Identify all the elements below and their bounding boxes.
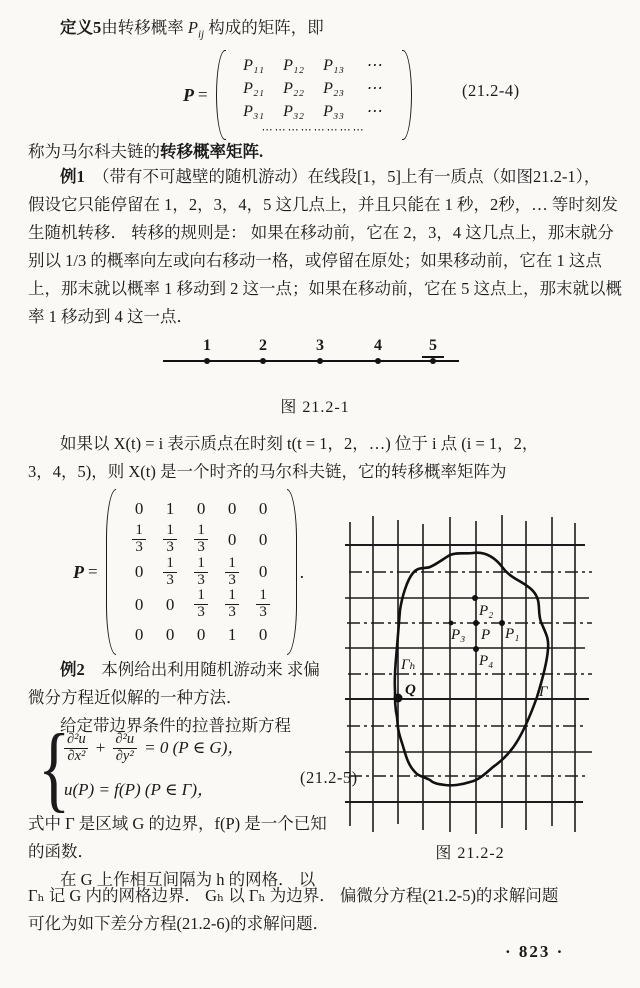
matrix-cell: [186, 556, 217, 589]
equation-number-21-2-4: (21.2-4): [462, 81, 520, 100]
label-gamma: Γ: [539, 684, 548, 700]
left-paren: [106, 489, 116, 655]
matrix-cell: 0: [258, 562, 268, 581]
matrix-row: [124, 588, 279, 621]
transition-matrix-general: [183, 48, 412, 142]
frac-num: 1: [166, 554, 174, 571]
grid-construction-line: 在 G 上作相互间隔为 h 的网格． 以: [60, 870, 316, 889]
frac-num: 1: [135, 522, 143, 539]
matrix-cell: 0: [196, 624, 206, 644]
matrix-cell: P₂₂: [283, 79, 305, 97]
label-q: Q: [405, 682, 416, 698]
definition-text-before: 由转移概率: [101, 18, 188, 37]
example2-intro: 给定带边界条件的拉普拉斯方程: [60, 716, 291, 735]
matrix2-lhs: P: [73, 562, 84, 582]
matrix-cell: ⋯⋯⋯⋯⋯⋯⋯⋯: [261, 123, 366, 136]
pde-rhs: = 0 (P ∈ G)，: [144, 738, 245, 757]
pij-sub: ij: [197, 28, 205, 41]
called-line: [28, 138, 263, 166]
matrix-cell: [248, 588, 279, 621]
figure1-label-2: 2: [259, 337, 267, 354]
frac-num: 1: [228, 587, 236, 604]
frac-num: 1: [197, 587, 205, 604]
matrix-cell: 0: [134, 562, 144, 581]
matrix-cell: 0: [165, 594, 175, 614]
matrix-cell: 0: [165, 624, 175, 644]
region-boundary-curve: [395, 553, 548, 786]
frac-num: 1: [228, 554, 236, 571]
fraction: [163, 523, 177, 556]
matrix-cell: 1: [165, 499, 175, 519]
matrix-cell: [186, 523, 217, 556]
fraction: [194, 556, 208, 589]
matrix-cell: P₃₁: [243, 102, 265, 120]
bottom-paragraph: [28, 882, 628, 938]
matrix-cell: 0: [258, 529, 268, 549]
equation-number-21-2-5: (21.2-5): [300, 768, 358, 787]
matrix-cell: 0: [196, 499, 206, 519]
example1-line2: 假设它只能停留在 1，2，3，4，5 这几点上，并且只能在 1 秒，2秒，… 等时刻发: [28, 195, 618, 214]
frac-num: 1: [259, 587, 267, 604]
xt-line1: 如果以 X(t) = i 表示质点在时刻 t(t = 1，2，…) 位于 i 点 (i = 1，2，: [60, 434, 539, 453]
frac-num: ∂²u: [67, 731, 86, 748]
matrix-cell: 0: [227, 499, 237, 519]
fraction: [256, 588, 270, 621]
called-bold: 转移概率矩阵.: [160, 142, 264, 161]
example1-line6: 率 1 移动到 4 这一点．: [28, 307, 193, 326]
called-normal: 称为马尔科夫链的: [28, 142, 160, 161]
bottom-line1: Γₕ 记 G 内的网格边界． Gₕ 以 Γₕ 为边界． 偏微分方程(21.2-5)的求解问题: [28, 886, 559, 905]
matrix-cell: 0: [258, 624, 268, 644]
label-p: P: [481, 627, 491, 643]
frac-num: 1: [166, 522, 174, 539]
frac-den: 3: [194, 539, 208, 556]
frac-den: 3: [256, 604, 270, 621]
frac-num: 1: [197, 554, 205, 571]
after-eq-line2: 的函数．: [28, 842, 94, 861]
left-paren: [216, 50, 226, 140]
system-brace: {: [38, 714, 71, 821]
matrix-cell: P₃₂: [283, 102, 305, 120]
plus-sign: +: [95, 738, 106, 757]
point-dot-4: [375, 358, 381, 364]
boundary-condition-line: u(P) = f(P) (P ∈ Γ)，: [64, 779, 215, 799]
figure1-caption: 图 21.2-1: [280, 399, 350, 416]
label-p3: P₃: [451, 627, 466, 643]
matrix-cell: P₃₃: [323, 102, 345, 120]
right-paren: [287, 489, 297, 655]
example1-line3: 生随机转移． 转移的规则是： 如果在移动前，它在 2，3，4 这几点上，那末就分: [28, 223, 614, 242]
matrix-cell: [155, 556, 186, 589]
xt-line2: 3，4，5)，则 X(t) 是一个时齐的马尔科夫链，它的转移概率矩阵为: [28, 462, 507, 481]
example2-line2: 微分方程近似解的一种方法．: [28, 688, 243, 707]
frac-num: 1: [197, 522, 205, 539]
figure2-caption: 图 21.2-2: [435, 845, 505, 862]
definition-5-line: [60, 14, 324, 48]
pde-line: [64, 732, 244, 763]
label-p2: P₂: [479, 603, 494, 619]
frac-den: 3: [132, 539, 146, 556]
matrix-cell: P₁₃: [323, 56, 345, 74]
matrix-cell: [217, 556, 248, 589]
fraction: [194, 588, 208, 621]
matrix-cell: 0: [258, 499, 268, 519]
matrix-row: [124, 495, 279, 523]
fraction: [132, 523, 146, 556]
matrix-cell: ⋯: [365, 79, 382, 97]
matrix2-grid: [116, 492, 287, 652]
matrix-cell: 0: [227, 529, 237, 549]
fraction-dy: [112, 732, 137, 763]
figure1-label-4: 4: [374, 337, 382, 354]
page-number: · 823 ·: [505, 942, 565, 961]
matrix2-equals: =: [88, 562, 98, 581]
right-paren: [402, 50, 412, 140]
bottom-line2: 可化为如下差分方程(21.2-6)的求解问题．: [28, 914, 330, 933]
label-p1: P₁: [505, 626, 520, 642]
example1-paragraph: [28, 163, 628, 331]
definition-text-after: 构成的矩阵，即: [204, 18, 324, 37]
fraction: [163, 556, 177, 589]
example1-line1: （带有不可越壁的随机游动）在线段[1，5]上有一质点（如图21.2-1），: [101, 167, 601, 186]
matrix1-grid: [226, 51, 402, 140]
point-dot-3: [317, 358, 323, 364]
example1-line5: 上，那末就以概率 1 移动到 2 这一点；如果在移动前，它在 5 这点上，那末就以概: [28, 279, 622, 298]
point-dot-5: [430, 358, 436, 364]
matrix-cell: P₁₂: [283, 56, 305, 74]
point-dot-1: [204, 358, 210, 364]
matrix-cell: ⋯: [365, 56, 382, 74]
example2-line1: 本例给出利用随机游动来 求偏: [101, 660, 320, 679]
matrix-cell: P₁₁: [243, 56, 265, 74]
frac-den: 3: [225, 572, 239, 589]
matrix-row: [124, 523, 279, 556]
matrix-cell: P₂₁: [243, 79, 265, 97]
figure1-label-3: 3: [316, 337, 324, 354]
frac-den: 3: [194, 604, 208, 621]
matrix-row: [234, 100, 394, 123]
frac-num: ∂²u: [115, 731, 135, 748]
matrix-cell: 1: [227, 624, 237, 644]
definition-label: 定义5: [60, 18, 102, 37]
matrix-row: [234, 123, 394, 137]
matrix-cell: 0: [134, 624, 144, 644]
label-gamma-h: Γₕ: [401, 657, 417, 673]
matrix-row: [124, 556, 279, 589]
matrix-cell: [155, 523, 186, 556]
matrix-cell: ⋯: [365, 102, 382, 120]
figure-21-2-1: [130, 336, 520, 378]
matrix-cell: [124, 523, 155, 556]
matrix-row: [124, 621, 279, 649]
matrix1-lhs: P: [183, 85, 194, 105]
after-eq-line1: 式中 Γ 是区域 G 的边界，f(P) 是一个已知: [28, 814, 327, 833]
example2-label: 例2: [60, 660, 85, 679]
grid-lines: [345, 515, 592, 834]
label-p4: P₄: [479, 653, 494, 669]
pij-var: P: [187, 18, 198, 37]
fraction: [225, 588, 239, 621]
matrix-row: [234, 77, 394, 100]
point-dot-2: [260, 358, 266, 364]
figure1-label-5: 5: [422, 336, 444, 358]
matrix-cell: P₂₃: [323, 79, 345, 97]
fraction: [225, 556, 239, 589]
fraction: [194, 523, 208, 556]
matrix-cell: 0: [134, 594, 144, 614]
matrix-cell: [217, 588, 248, 621]
frac-den: 3: [225, 604, 239, 621]
figure-21-2-2: [345, 512, 595, 844]
example1-label: 例1: [60, 167, 85, 186]
frac-den: 3: [194, 572, 208, 589]
figure1-label-1: 1: [203, 337, 211, 354]
frac-den: 3: [163, 572, 177, 589]
transition-matrix-example: [73, 487, 304, 657]
matrix-row: [234, 54, 394, 77]
matrix1-equals: =: [198, 85, 208, 104]
matrix-cell: [186, 588, 217, 621]
example1-line4: 别以 1/3 的概率向左或向右移动一格，或停留在原处；如果移动前，它在 1 这点: [28, 251, 602, 270]
matrix2-trailing-period: .: [299, 562, 305, 582]
frac-den: ∂x²: [64, 748, 88, 764]
frac-den: 3: [163, 539, 177, 556]
matrix-cell: 0: [134, 499, 144, 519]
frac-den: ∂y²: [113, 748, 137, 764]
xt-paragraph: [28, 430, 628, 486]
